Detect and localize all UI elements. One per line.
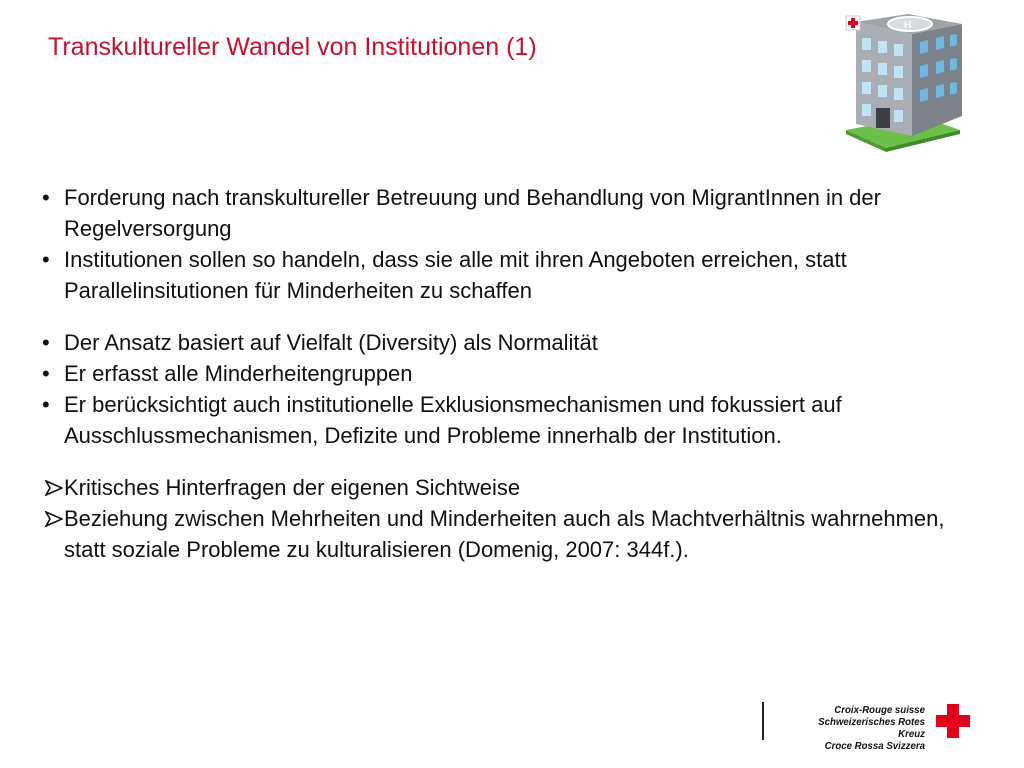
list-item xyxy=(42,358,992,389)
list-item xyxy=(42,389,992,451)
list-item-text: Forderung nach transkultureller Betreuung und Behandlung von MigrantInnen in der Regelversorgung xyxy=(64,185,881,241)
arrow-list-item-text: Beziehung zwischen Mehrheiten und Minderheiten auch als Machtverhältnis wahrnehmen, statt soziale Probleme zu kulturalisieren (Domenig, 2007: 344f.). xyxy=(64,506,945,562)
arrow-group xyxy=(42,472,992,565)
list-item-text: Institutionen sollen so handeln, dass sie alle mit ihren Angeboten erreichen, statt Parallelinsitutionen für Minderheiten zu schaffen xyxy=(64,247,847,303)
logo-line-french: Croix-Rouge suisse xyxy=(834,704,925,716)
bullet-marker: • xyxy=(42,330,50,355)
red-cross-logo xyxy=(762,702,974,752)
bullet-marker: • xyxy=(42,361,50,386)
hospital-building-icon xyxy=(838,12,968,154)
logo-text xyxy=(799,704,925,752)
arrow-bullet-icon xyxy=(45,480,63,496)
red-cross-icon xyxy=(934,702,972,740)
svg-text:H: H xyxy=(904,20,912,31)
list-item-text: Er erfasst alle Minderheitengruppen xyxy=(64,361,413,386)
bullet-group-2 xyxy=(42,327,992,451)
bullet-marker: • xyxy=(42,392,50,417)
arrow-bullet-icon xyxy=(45,511,63,527)
arrow-list-item-text: Kritisches Hinterfragen der eigenen Sichtweise xyxy=(64,475,521,500)
arrow-list-item xyxy=(42,472,992,503)
slide-content xyxy=(42,182,992,586)
list-item xyxy=(42,327,992,358)
arrow-list-item xyxy=(42,503,992,565)
bullet-marker: • xyxy=(42,247,50,272)
list-item xyxy=(42,182,992,244)
logo-line-italian: Croce Rossa Svizzera xyxy=(824,740,925,752)
bullet-marker: • xyxy=(42,185,50,210)
list-item-text: Der Ansatz basiert auf Vielfalt (Diversity) als Normalität xyxy=(64,330,598,355)
bullet-group-1 xyxy=(42,182,992,306)
slide-title: Transkultureller Wandel von Institutionen (1) xyxy=(48,33,537,61)
list-item xyxy=(42,244,992,306)
logo-divider xyxy=(762,702,764,740)
list-item-text: Er berücksichtigt auch institutionelle Exklusionsmechanismen und fokussiert auf Ausschlussmechanismen, Defizite und Probleme innerhalb der Institution. xyxy=(64,392,842,448)
logo-line-german: Schweizerisches Rotes Kreuz xyxy=(818,716,925,740)
